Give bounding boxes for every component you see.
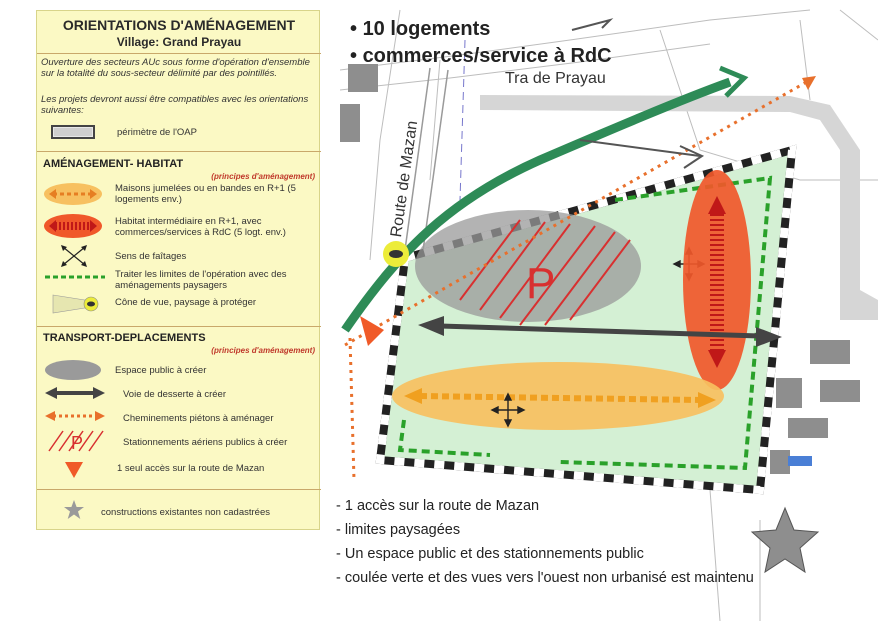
habitat-heading: AMÉNAGEMENT- HABITAT: [43, 158, 184, 170]
cheminement-pieton-2: [350, 338, 354, 480]
legend-transport-item: Espace public à créer: [115, 365, 207, 376]
bullet-commerces: • commerces/service à RdC: [350, 45, 612, 67]
note-item: - coulée verte et des vues vers l'ouest non urbanisé est maintenu: [336, 570, 754, 586]
legend-habitat-item: Sens de faîtages: [115, 251, 187, 262]
parking-letter: P: [526, 259, 556, 308]
legend-transport-item: Cheminements piétons à aménager: [123, 413, 274, 424]
transport-heading: TRANSPORT-DEPLACEMENTS: [43, 332, 206, 344]
legend-intro: Ouverture des secteurs AUc sous forme d'opération d'ensemble sur la totalité du sous-secteur délimité par des pointillés.: [41, 57, 310, 79]
acces-triangle-icon: [360, 316, 384, 346]
note-item: - 1 accès sur la route de Mazan: [336, 498, 540, 514]
svg-text:P: P: [71, 433, 84, 453]
maisons-jumelees-icon: [43, 181, 103, 207]
legend-habitat-item: Habitat intermédiaire en R+1, avec commerces/services à RdC (5 logt. env.): [115, 216, 286, 238]
divider: [37, 326, 321, 327]
habitat-subheading: (principes d'aménagement): [211, 172, 315, 181]
bullet-logements: • 10 logements: [350, 18, 491, 40]
legend-habitat-item: Maisons jumelées ou en bandes en R+1 (5 logements env.): [115, 183, 296, 205]
legend-habitat-item: Traiter les limites de l'opération avec des aménagements paysagers: [115, 269, 287, 291]
bullet-text: commerces/service à RdC: [362, 45, 612, 67]
legend-title: ORIENTATIONS D'AMÉNAGEMENT: [62, 17, 296, 33]
legend-panel: [36, 10, 320, 530]
divider: [37, 151, 321, 152]
legend-transport-item: Voie de desserte à créer: [123, 389, 226, 400]
espace-public-icon: [43, 358, 103, 382]
faitage-arrows-icon: [59, 243, 89, 269]
voie-desserte-icon: [43, 385, 107, 401]
legend-transport-item: 1 seul accès sur la route de Mazan: [117, 463, 265, 474]
legend-habitat-item: Cône de vue, paysage à protéger: [115, 297, 257, 308]
acces-triangle-icon: [63, 460, 85, 480]
legend-perimeter-label: périmètre de l'OAP: [117, 127, 197, 138]
divider: [37, 53, 321, 54]
divider: [37, 489, 321, 490]
bullet-text: 10 logements: [362, 18, 491, 40]
note-item: - Un espace public et des stationnements public: [336, 546, 644, 562]
habitat-intermediaire-icon: [43, 212, 103, 240]
note-text: limites paysagées: [344, 522, 461, 538]
star-icon: [752, 508, 818, 572]
pool-shape: [788, 456, 812, 466]
road-label-mazan: Route de Mazan: [388, 119, 422, 239]
note-text: Un espace public et des stationnements public: [344, 546, 644, 562]
legend-transport-item: Stationnements aériens publics à créer: [123, 437, 288, 448]
legend-other-item: constructions existantes non cadastrées: [101, 507, 270, 518]
cone-de-vue-icon: [51, 291, 101, 315]
legend-intro-2: Les projets devront aussi être compatibles avec les orientations suivantes:: [41, 94, 309, 116]
stationnement-icon: [43, 429, 107, 453]
note-item: - limites paysagées: [336, 522, 461, 538]
note-text: coulée verte et des vues vers l'ouest non urbanisé est maintenu: [344, 570, 754, 586]
note-text: 1 accès sur la route de Mazan: [344, 498, 540, 514]
road-label-prayau: Tra de Prayau: [505, 70, 606, 87]
transport-subheading: (principes d'aménagement): [211, 346, 315, 355]
perimeter-symbol-icon: [51, 125, 95, 139]
cone-de-vue-icon: [383, 241, 409, 267]
cheminements-pietons-icon: [43, 409, 107, 423]
limites-paysagees-icon: [43, 273, 107, 281]
legend-subtitle: Village: Grand Prayau: [116, 35, 242, 49]
star-icon: [63, 499, 85, 521]
